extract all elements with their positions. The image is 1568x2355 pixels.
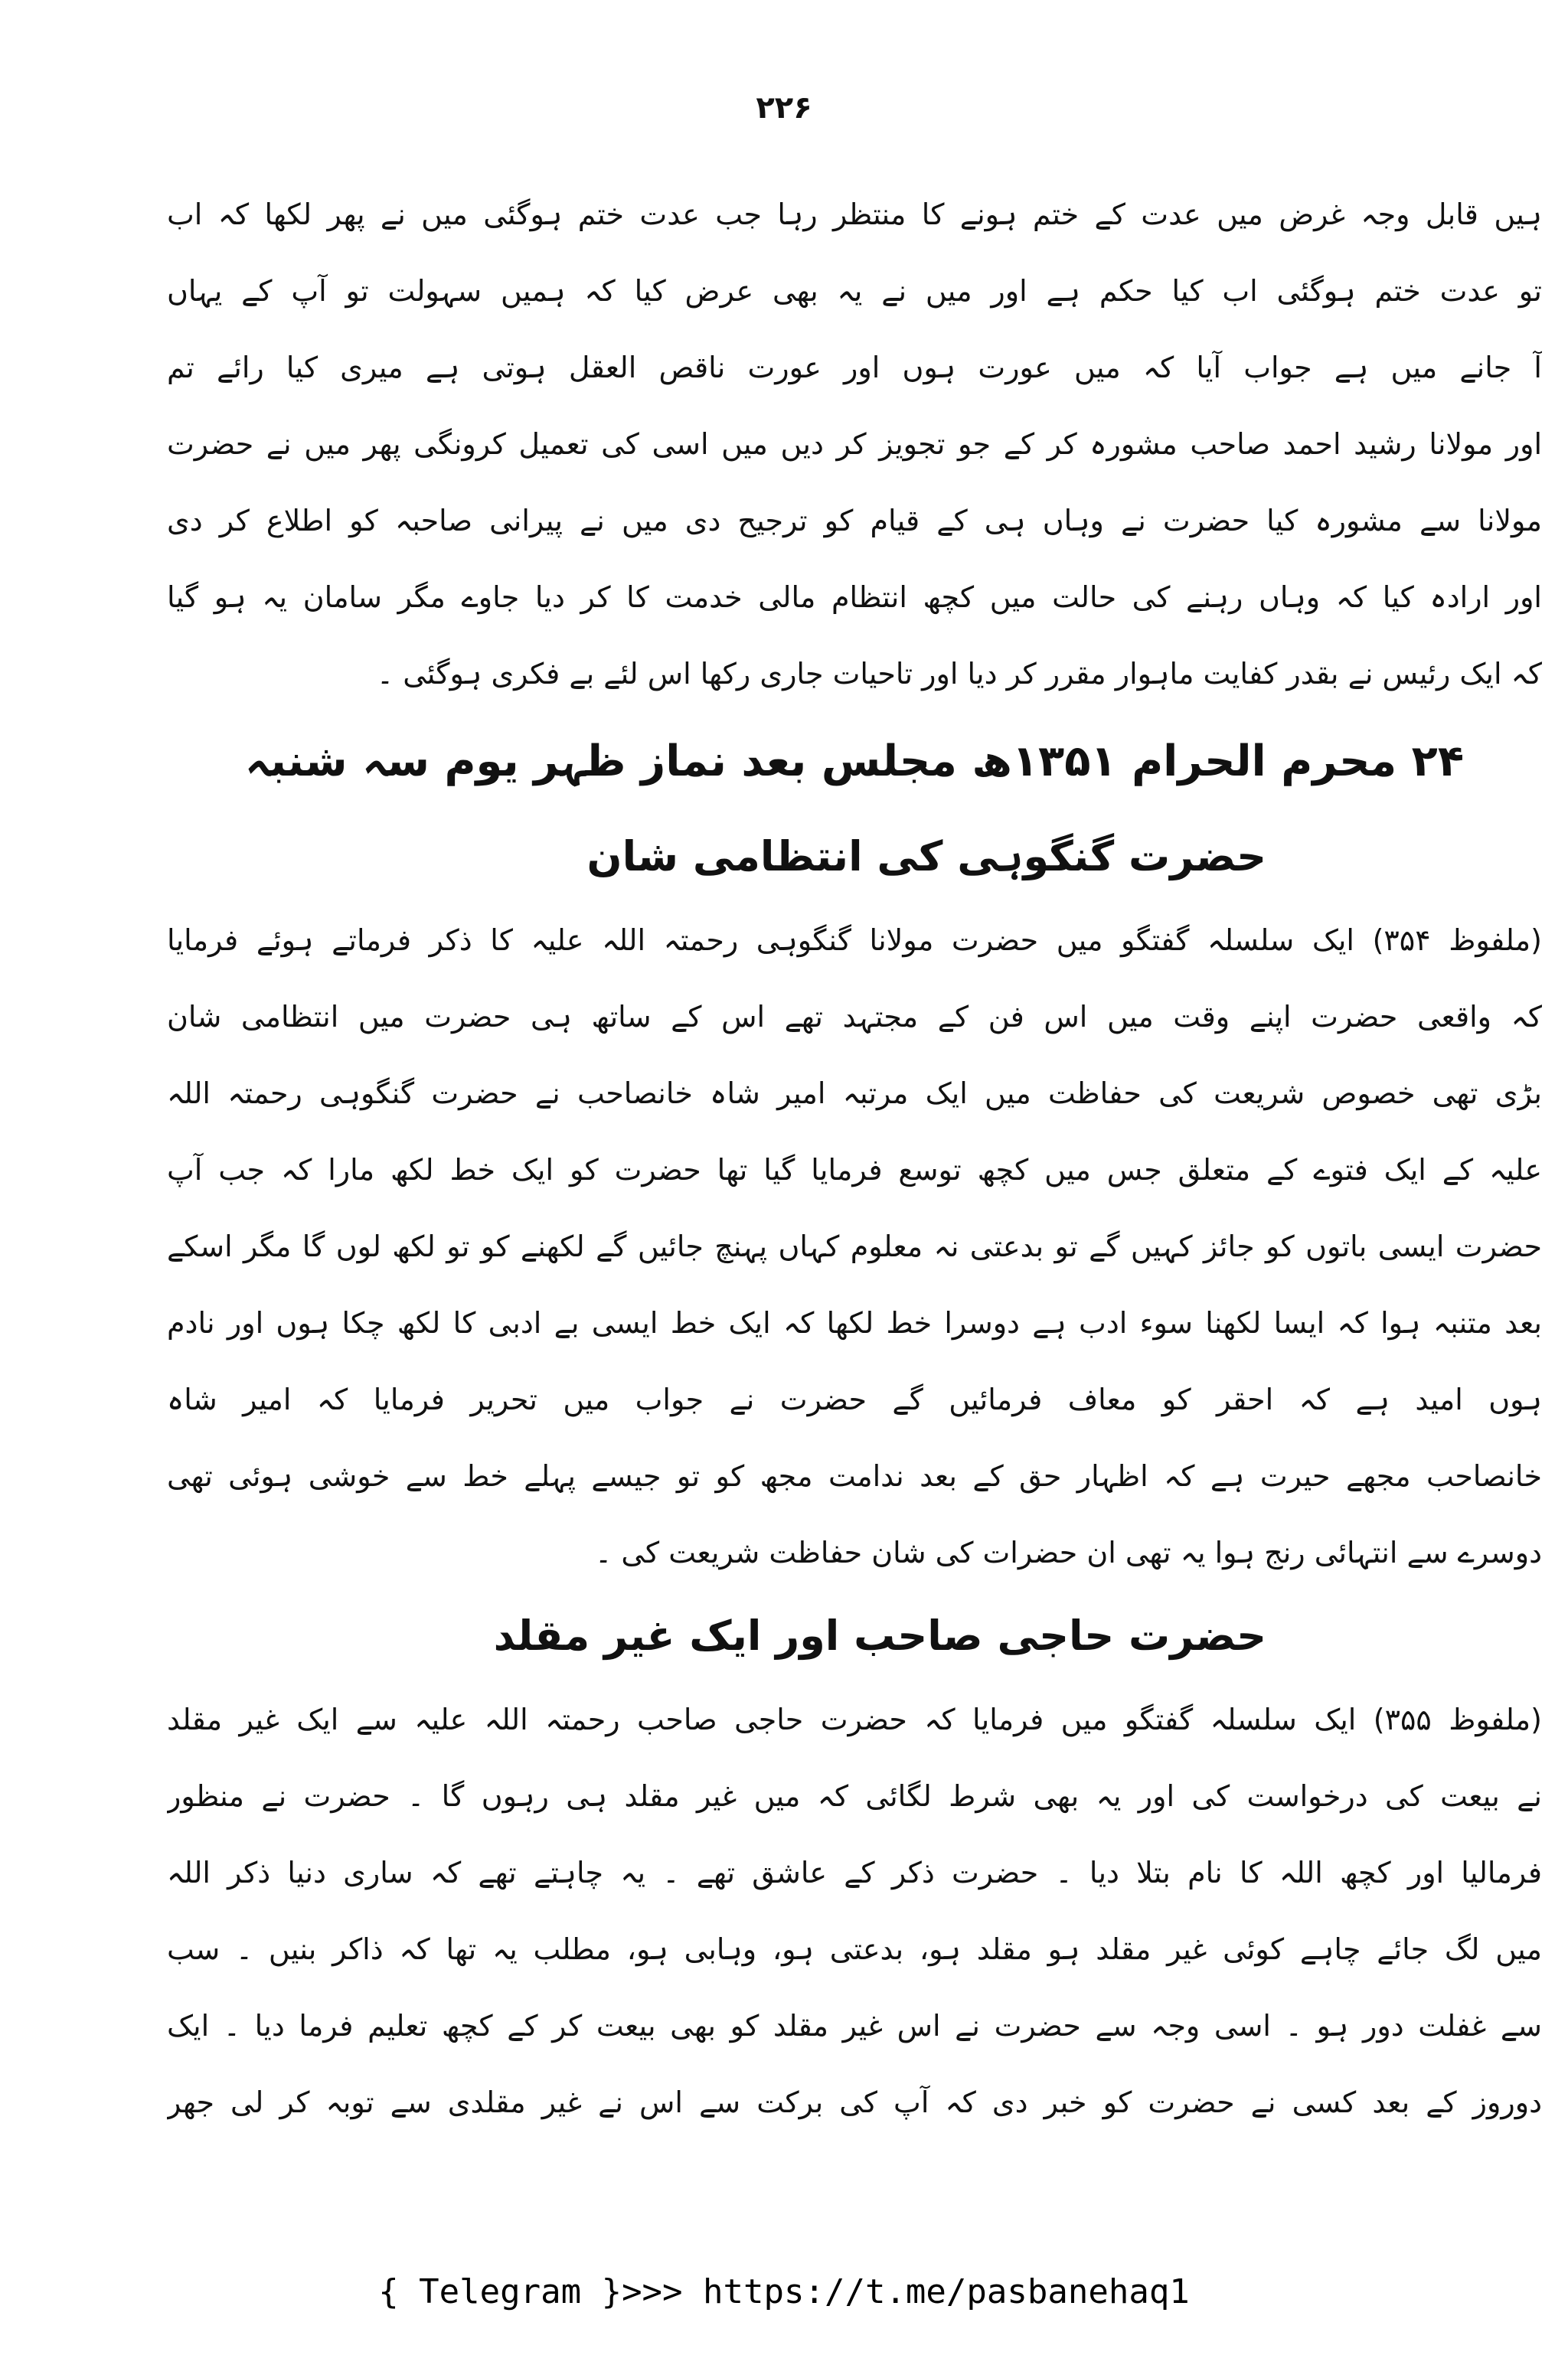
- section-heading-haji-sahib: حضرت حاجی صاحب اور ایک غیر مقلد: [493, 1612, 1266, 1660]
- telegram-footer-link[interactable]: { Telegram }>>> https://t.me/pasbanehaq1: [378, 2272, 1190, 2311]
- text-line: فرمالیا اور کچھ اللہ کا نام بتلا دیا ۔ حضرت ذکر کے عاشق تھے ۔ یہ چاہتے تھے کہ ساری دنیا ذکر اللہ: [167, 1856, 1542, 1890]
- malfooz-355: [167, 1681, 1542, 2141]
- majlis-date-heading: ۲۴ محرم الحرام ۱۳۵۱ھ مجلس بعد نماز ظہر یوم سہ شنبہ: [244, 737, 1465, 786]
- text-line: خانصاحب مجھے حیرت ہے کہ اظہار حق کے بعد ندامت مجھ کو تو جیسے پہلے خط سے خوشی ہوئی تھی: [167, 1459, 1542, 1493]
- section-heading-gangohi: حضرت گنگوہی کی انتظامی شان: [586, 832, 1266, 880]
- text-line: علیہ کے ایک فتوے کے متعلق جس میں کچھ توسع فرمایا گیا تھا حضرت کو ایک خط لکھ مارا کہ جب آپ: [167, 1153, 1542, 1187]
- text-line: کہ واقعی حضرت اپنے وقت میں اس فن کے مجتہد تھے اس کے ساتھ ہی حضرت میں انتظامی شان: [167, 1000, 1542, 1034]
- text-line: (ملفوظ ۳۵۵) ایک سلسلہ گفتگو میں فرمایا کہ حضرت حاجی صاحب رحمتہ اللہ علیہ سے ایک غیر مقلد: [167, 1703, 1542, 1736]
- text-line: (ملفوظ ۳۵۴) ایک سلسلہ گفتگو میں حضرت مولانا گنگوہی رحمتہ اللہ علیہ کا ذکر فرماتے ہوئے فرمایا: [167, 923, 1542, 957]
- text-line: آ جانے میں ہے جواب آیا کہ میں عورت ہوں اور عورت ناقص العقل ہوتی ہے میری کیا رائے تم: [167, 351, 1542, 384]
- text-line: تو عدت ختم ہوگئی اب کیا حکم ہے اور میں نے یہ بھی عرض کیا کہ ہمیں سہولت تو آپ کے یہاں: [167, 274, 1542, 308]
- text-line: کہ ایک رئیس نے بقدر کفایت ماہوار مقرر کر دیا اور تاحیات جاری رکھا اس لئے بے فکری ہوگئی ۔: [376, 657, 1542, 691]
- text-line: میں لگ جائے چاہے کوئی غیر مقلد ہو مقلد ہو، بدعتی ہو، وہابی ہو، مطلب یہ تھا کہ ذاکر بنیں ۔ سب: [167, 1932, 1542, 1966]
- paragraph-continuation: [167, 176, 1542, 712]
- text-line: اور مولانا رشید احمد صاحب مشورہ کر کے جو تجویز کر دیں میں اسی کی تعمیل کرونگی پھر میں نے حضرت: [167, 427, 1542, 461]
- page-number: ۲۲۶: [756, 90, 812, 126]
- text-line: نے بیعت کی درخواست کی اور یہ بھی شرط لگائی کہ میں غیر مقلد ہی رہوں گا ۔ حضرت نے منظور: [167, 1779, 1542, 1813]
- page-body: [167, 176, 1542, 2141]
- malfooz-354: [167, 902, 1542, 1591]
- text-line: حضرت ایسی باتوں کو جائز کہیں گے تو بدعتی نہ معلوم کہاں پہنچ جائیں گے لکھنے کو تو لکھ لوں گا مگر اسکے: [167, 1230, 1542, 1263]
- text-line: مولانا سے مشورہ کیا حضرت نے وہاں ہی کے قیام کو ترجیح دی میں نے پیرانی صاحبہ کو اطلاع کر دی: [167, 504, 1542, 537]
- text-line: سے غفلت دور ہو ۔ اسی وجہ سے حضرت نے اس غیر مقلد کو بھی بیعت کر کے کچھ تعلیم فرما دیا ۔ ایک: [167, 2009, 1542, 2043]
- text-line: بعد متنبہ ہوا کہ ایسا لکھنا سوء ادب ہے دوسرا خط لکھا کہ ایک خط ایسی بے ادبی کا لکھ چکا ہوں اور نادم: [167, 1306, 1542, 1340]
- text-line: بڑی تھی خصوص شریعت کی حفاظت میں ایک مرتبہ امیر شاہ خانصاحب نے حضرت گنگوہی رحمتہ اللہ: [167, 1076, 1542, 1110]
- text-line: دوروز کے بعد کسی نے حضرت کو خبر دی کہ آپ کی برکت سے اس نے غیر مقلدی سے توبہ کر لی جھر: [167, 2086, 1542, 2119]
- text-line: ہوں امید ہے کہ احقر کو معاف فرمائیں گے حضرت نے جواب میں تحریر فرمایا کہ امیر شاہ: [167, 1383, 1542, 1416]
- text-line: اور ارادہ کیا کہ وہاں رہنے کی حالت میں کچھ انتظام مالی خدمت کا کر دیا جاوے مگر سامان یہ ہو گیا: [167, 580, 1542, 614]
- text-line: ہیں قابل وجہ غرض میں عدت کے ختم ہونے کا منتظر رہا جب عدت ختم ہوگئی میں نے پھر لکھا کہ اب: [167, 198, 1542, 231]
- text-line: دوسرے سے انتہائی رنج ہوا یہ تھی ان حضرات کی شان حفاظت شریعت کی ۔: [595, 1536, 1542, 1569]
